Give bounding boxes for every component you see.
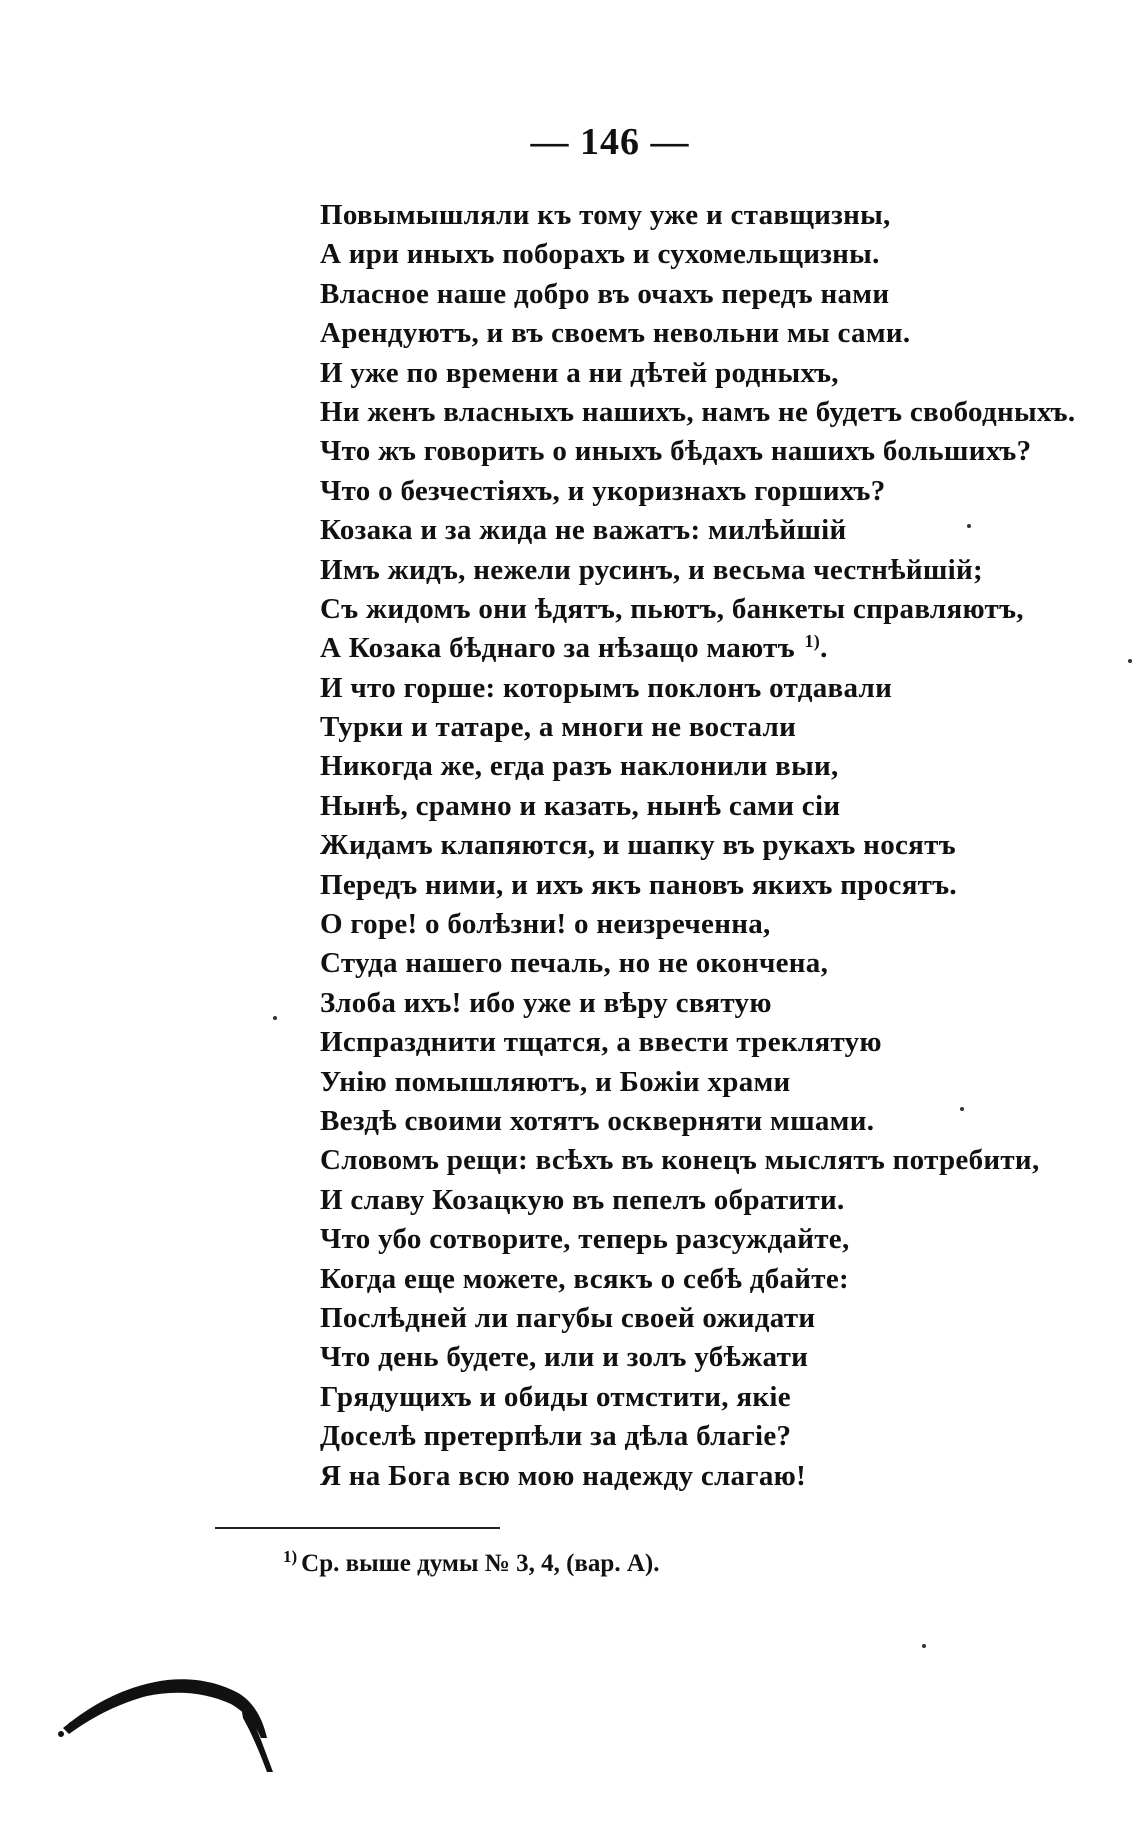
verse-line: Нынѣ, срамно и казать, нынѣ сами сiи — [320, 789, 841, 822]
verse-line: Повымышляли къ тому уже и ставщизны, — [320, 199, 891, 231]
verse-line: Козака и за жида не важатъ: милѣйшiй — [320, 514, 847, 547]
footnote-divider — [215, 1527, 500, 1529]
verse-line: Арендуютъ, и въ своемъ невольни мы сами. — [320, 317, 911, 350]
verse-line: Что жъ говорить о иныхъ бѣдахъ нашихъ большихъ? — [320, 435, 1032, 468]
ink-blot-icon — [55, 1660, 285, 1780]
verse-line: Съ жидомъ они ѣдятъ, пьютъ, банкеты справляютъ, — [320, 592, 1024, 625]
verse-line-text: А Козака бѣднаго за нѣзащо маютъ — [320, 632, 795, 665]
verse-line: Унiю помышляютъ, и Божiи храми — [320, 1065, 791, 1098]
verse-line: И что горше: которымъ поклонъ отдавали — [320, 671, 893, 704]
paper-speck — [922, 1644, 926, 1648]
verse-line: Студа нашего печаль, но не окончена, — [320, 947, 829, 980]
footnote-marker: 1) — [283, 1546, 298, 1566]
verse-line: Что убо сотворите, теперь разсуждайте, — [320, 1223, 850, 1256]
verse-line: Словомъ рещи: всѣхъ въ конецъ мыслятъ потребити, — [320, 1144, 1040, 1177]
verse-line: Что день будете, или и золъ убѣжати — [320, 1341, 809, 1374]
verse-line: О горе! о болѣзни! о неизреченна, — [320, 908, 771, 941]
verse-line: А ири иныхъ поборахъ и сухомельщизны. — [320, 238, 880, 271]
footnote — [283, 1546, 660, 1578]
footnote-reference: 1) — [804, 630, 821, 651]
verse-line: Никогда же, егда разъ наклонили выи, — [320, 750, 839, 783]
verse-line: Послѣдней ли пагубы своей ожидати — [320, 1301, 816, 1334]
verse-line: Жидамъ клапяются, и шапку въ рукахъ носятъ — [320, 829, 956, 862]
verse-line: Передъ ними, и ихъ якъ пановъ якихъ просятъ. — [320, 868, 957, 901]
verse-line: Что о безчестiяхъ, и укоризнахъ горшихъ? — [320, 474, 886, 507]
verse-line-with-footnote: А Козака бѣднаго за нѣзащо маютъ $^{1)}$. — [320, 630, 828, 665]
paper-speck — [1128, 659, 1132, 663]
verse-line: Вездѣ своими хотятъ оскверняти мшами. — [320, 1104, 875, 1137]
verse-line: Турки и татаре, а многи не востали — [320, 711, 797, 744]
verse-line: Ни женъ власныхъ нашихъ, намъ не будетъ свободныхъ. — [320, 395, 1076, 428]
paper-speck — [967, 524, 971, 528]
verse-line: И уже по времени а ни дѣтей родныхъ, — [320, 356, 839, 389]
page-number: — 146 — — [530, 121, 690, 163]
verse-line: Доселѣ претерпѣли за дѣла благiе? — [320, 1420, 792, 1453]
verse-line: Грядущихъ и обиды отмстити, якiе — [320, 1380, 791, 1413]
verse-line: Имъ жидъ, нежели русинъ, и весьма честнѣйшiй; — [320, 553, 983, 586]
verse-line: И славу Козацкую въ пепелъ обратити. — [320, 1183, 845, 1216]
verse-text — [320, 196, 1120, 1496]
verse-line: Когда еще можете, всякъ о себѣ дбайте: — [320, 1262, 849, 1295]
verse-line: Злоба ихъ! ибо уже и вѣру святую — [320, 986, 772, 1019]
verse-line: Я на Бога всю мою надежду слагаю! — [320, 1459, 807, 1492]
paper-speck — [960, 1107, 964, 1111]
footnote-text: Ср. выше думы № 3, 4, (вар. А). — [301, 1550, 660, 1577]
paper-speck — [273, 1016, 277, 1020]
verse-line: Власное наше добро въ очахъ передъ нами — [320, 277, 890, 310]
verse-line: Испразднити тщатся, а ввести треклятую — [320, 1026, 882, 1059]
